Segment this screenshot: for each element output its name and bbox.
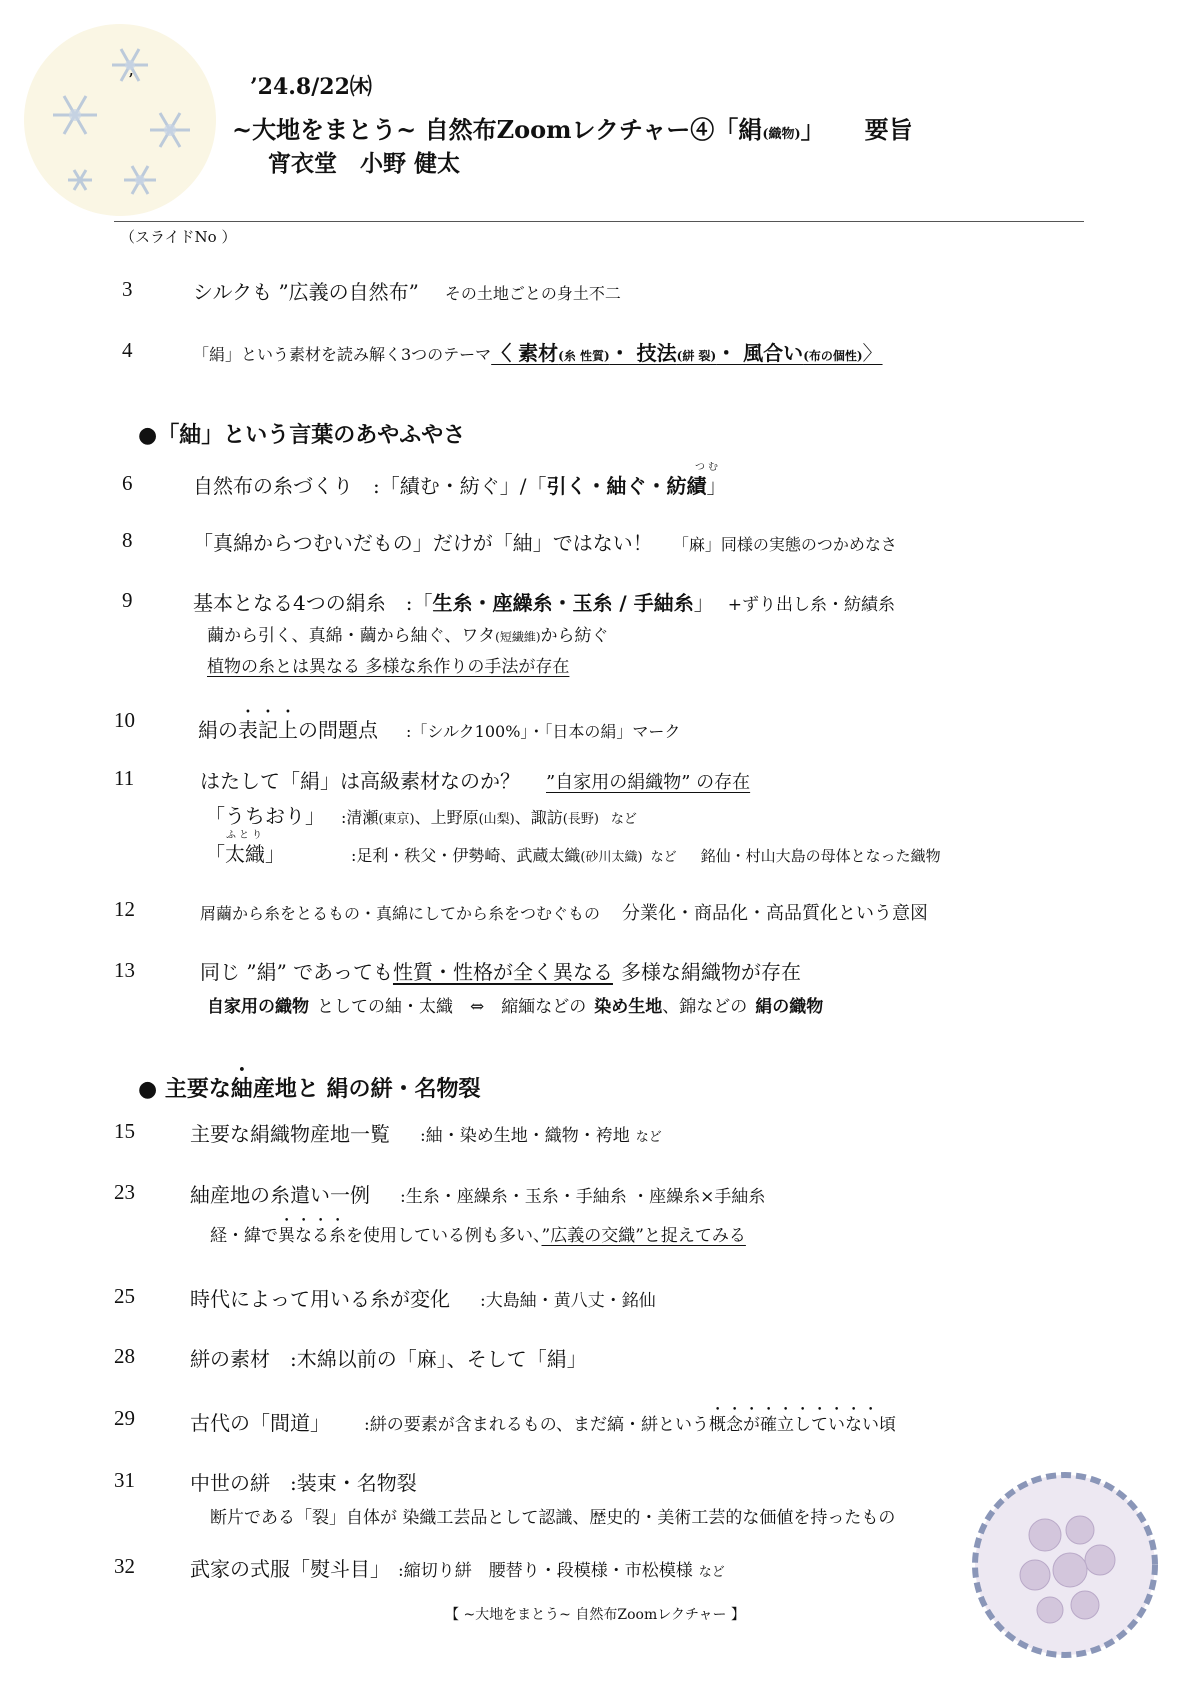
section-heading-sanchi bbox=[138, 1063, 481, 1103]
row-13-nishiki: 、錦などの bbox=[662, 997, 748, 1017]
title-main: ~大地をまとう~ 自然布Zoomレクチャー④「絹 bbox=[232, 115, 763, 144]
theme-technique-sub: (絣 裂) bbox=[676, 349, 717, 363]
row-4-text bbox=[193, 337, 883, 366]
slide-number-label: （スライドNo ） bbox=[120, 228, 237, 246]
row-9-line2-sub: (短繊維) bbox=[495, 630, 541, 644]
uchiori-kiyose: :清瀬 bbox=[341, 808, 379, 827]
futori-sunagawa: (砂川太織) bbox=[580, 850, 643, 865]
slide-number: 12 bbox=[114, 897, 135, 921]
futori-label: 「太織」 bbox=[205, 842, 285, 866]
row-23-l2a: 経・緯で bbox=[210, 1226, 278, 1246]
row-9-line2-b: から紡ぐ bbox=[540, 626, 609, 646]
row-11-main: はたして「絹」は高級素材なのか？ bbox=[200, 769, 520, 793]
row-23-line2 bbox=[210, 1216, 746, 1246]
row-9-line2 bbox=[207, 621, 609, 646]
slide-number: 6 bbox=[122, 471, 133, 495]
title-summary: 要旨 bbox=[864, 115, 913, 144]
row-32-etc: など bbox=[698, 1565, 725, 1580]
row-29-emphasis: 概念が確立していない bbox=[709, 1415, 880, 1435]
row-13-a: 同じ ”絹” であっても bbox=[200, 960, 393, 984]
row-29-b1: :絣の要素が含まれるもの、まだ縞・絣という bbox=[364, 1415, 710, 1435]
slide-number: 31 bbox=[114, 1468, 135, 1492]
slide-number: 23 bbox=[114, 1180, 135, 1204]
row-12-note: 分業化・商品化・高品質化という意図 bbox=[622, 903, 929, 924]
row-13-c: 多様な絹織物が存在 bbox=[620, 960, 801, 984]
row-15-note: :紬・染め生地・織物・袴地 bbox=[420, 1126, 630, 1146]
row-13-jikayou: 自家用の織物 bbox=[207, 997, 309, 1017]
section-2-a: ● 主要な bbox=[138, 1076, 231, 1102]
theme-material: 〈 素材 bbox=[491, 341, 559, 365]
row-13-underlined: 性質・性格が全く異なる bbox=[392, 960, 613, 984]
futori-etc: など bbox=[650, 850, 677, 865]
row-31-line2: 断片である「裂」自体が 染織工芸品として認識、歴史的・美術工芸的な価値を持ったもの bbox=[210, 1508, 896, 1528]
row-32-note: :縮切り絣 腰替り・段模様・市松模様 bbox=[398, 1561, 693, 1581]
flower-emblem bbox=[965, 1465, 1165, 1665]
row-11-note: ”自家用の絹織物” の存在 bbox=[546, 772, 751, 793]
row-13-line2 bbox=[207, 992, 823, 1017]
title-small: (織物) bbox=[762, 127, 801, 142]
row-32-text bbox=[190, 1553, 725, 1582]
row-13-middle: としての紬・太織 ⇔ 縮緬などの bbox=[317, 997, 587, 1017]
uchiori-tokyo: (東京) bbox=[378, 812, 415, 827]
theme-texture-sub: (布の個性) bbox=[803, 349, 863, 363]
slide-number: 11 bbox=[114, 766, 135, 790]
uchiori-label: 「うちおり」 bbox=[205, 804, 325, 828]
slide-number: 28 bbox=[114, 1344, 135, 1368]
row-6-main: 自然布の糸づくり :「績む・紡ぐ」/「 bbox=[193, 474, 547, 498]
author: 宵衣堂 小野 健太 bbox=[268, 150, 461, 177]
section-2-c: 産地と 絹の絣・名物裂 bbox=[252, 1076, 481, 1102]
theme-technique: ・ 技法 bbox=[609, 341, 677, 365]
slide-number: 25 bbox=[114, 1284, 135, 1308]
row-25-main: 時代によって用いる糸が変化 bbox=[190, 1287, 450, 1311]
row-10-emphasis: 表記上 bbox=[238, 718, 298, 742]
row-23-main: 紬産地の糸遣い一例 bbox=[190, 1183, 370, 1207]
lecture-date: ’24.8/22㈭ bbox=[250, 74, 372, 100]
ruby-futori: ふとり bbox=[226, 830, 265, 841]
row-31-text: 中世の絣 :装束・名物裂 bbox=[190, 1471, 417, 1495]
futori-places: :足利・秩父・伊勢崎、武蔵太織 bbox=[351, 846, 581, 865]
row-10-note: :「シルク100%」・「日本の絹」マーク bbox=[406, 722, 681, 741]
row-23-text bbox=[190, 1179, 765, 1208]
slide-number: 10 bbox=[114, 708, 135, 732]
row-13-kinu-orimono: 絹の織物 bbox=[755, 997, 824, 1017]
row-10-text bbox=[198, 707, 680, 743]
row-15-main: 主要な絹織物産地一覧 bbox=[190, 1122, 390, 1146]
row-13-text bbox=[200, 956, 801, 985]
row-25-note: :大島紬・黄八丈・銘仙 bbox=[480, 1291, 656, 1311]
row-32-main: 武家の式服「熨斗目」 bbox=[190, 1557, 390, 1581]
theme-material-sub: (糸 性質) bbox=[558, 349, 610, 363]
title-end: 」 bbox=[800, 115, 825, 144]
row-29-text bbox=[190, 1405, 896, 1436]
slide-number: 15 bbox=[114, 1119, 135, 1143]
row-9-main: 基本となる4つの絹糸 :「 bbox=[193, 591, 433, 615]
slide-number: 8 bbox=[122, 528, 133, 552]
section-2-emphasis: 紬 bbox=[230, 1076, 253, 1102]
row-8-main: 「真綿からつむいだもの」だけが「紬」ではない！ bbox=[193, 531, 653, 555]
row-23-underlined: ”広義の交織”と捉えてみる bbox=[541, 1226, 746, 1246]
footer: 【 ~大地をまとう~ 自然布Zoomレクチャー 】 bbox=[445, 1607, 745, 1623]
slide-number: 3 bbox=[122, 277, 133, 301]
slide-number: 9 bbox=[122, 588, 133, 612]
row-8-text bbox=[193, 527, 897, 556]
row-9-bold: 生糸・座繰糸・玉糸 / 手紬糸 bbox=[432, 591, 694, 615]
row-10-a1: 絹の bbox=[198, 718, 238, 742]
theme-texture: ・ 風合い bbox=[716, 341, 804, 365]
uchiori-etc: など bbox=[610, 812, 637, 827]
row-29-b3: 頃 bbox=[879, 1415, 897, 1435]
row-12-text bbox=[200, 899, 928, 925]
three-themes bbox=[491, 341, 883, 365]
row-12-main: 屑繭から糸をとるもの・真綿にしてから糸をつむぐもの bbox=[200, 904, 601, 923]
row-9-close: 」 bbox=[693, 591, 714, 615]
row-3-main: シルクも ”広義の自然布” bbox=[193, 280, 419, 304]
row-23-l2c: を使用している例も多い、 bbox=[346, 1226, 542, 1246]
row-9-text bbox=[193, 587, 895, 616]
row-11-line2 bbox=[205, 800, 637, 829]
row-3-note: その土地ごとの身土不二 bbox=[444, 284, 621, 303]
row-6-text bbox=[193, 470, 726, 499]
row-15-etc: など bbox=[635, 1130, 662, 1145]
row-8-note: 「麻」同様の実態のつかめなさ bbox=[672, 535, 897, 554]
row-11-line3 bbox=[205, 838, 941, 867]
uchiori-uenohara: 、上野原 bbox=[414, 808, 479, 827]
row-11-text bbox=[200, 765, 750, 794]
row-9-line2-a: 繭から引く、真綿・繭から紬ぐ、ワタ bbox=[207, 626, 496, 646]
page-title bbox=[232, 110, 913, 145]
uchiori-suwa: 、諏訪 bbox=[514, 808, 563, 827]
row-28-text: 絣の素材 :木綿以前の「麻」、そして「絹」 bbox=[190, 1347, 587, 1371]
uchiori-yamanashi: (山梨) bbox=[478, 812, 515, 827]
row-29-main: 古代の「間道」 bbox=[190, 1411, 330, 1435]
quote-mark: ’ bbox=[128, 70, 134, 91]
row-23-emphasis: 異なる糸 bbox=[278, 1226, 346, 1246]
slide-number: 29 bbox=[114, 1406, 135, 1430]
section-heading-tsumugi: ●「紬」という言葉のあやふやさ bbox=[138, 422, 466, 448]
row-9-line3: 植物の糸とは異なる 多様な糸作りの手法が存在 bbox=[207, 657, 570, 677]
row-25-text bbox=[190, 1283, 656, 1312]
slide-number: 13 bbox=[114, 958, 135, 982]
row-4-main: 「絹」という素材を読み解く3つのテーマ bbox=[193, 345, 492, 364]
slide-number: 4 bbox=[122, 338, 133, 362]
row-15-text bbox=[190, 1118, 662, 1147]
header-divider bbox=[114, 221, 1084, 222]
row-3-text bbox=[193, 276, 621, 305]
row-9-note: +ずり出し糸・紡績糸 bbox=[727, 595, 895, 615]
uchiori-nagano: (長野) bbox=[562, 812, 599, 827]
snowflake-moon-emblem bbox=[20, 20, 220, 220]
slide-number: 32 bbox=[114, 1554, 135, 1578]
futori-note: 銘仙・村山大島の母体となった織物 bbox=[700, 847, 941, 865]
row-6-bold: 引く・紬ぐ・紡績 bbox=[546, 474, 707, 498]
row-13-somekiji: 染め生地 bbox=[594, 997, 663, 1017]
row-10-a3: の問題点 bbox=[298, 718, 378, 742]
row-23-note: :生糸・座繰糸・玉糸・手紬糸 ・座繰糸×手紬糸 bbox=[400, 1187, 766, 1207]
theme-close: 〉 bbox=[862, 341, 883, 365]
row-6-close: 」 bbox=[706, 474, 727, 498]
ruby-tsumu: つむ bbox=[695, 462, 721, 473]
